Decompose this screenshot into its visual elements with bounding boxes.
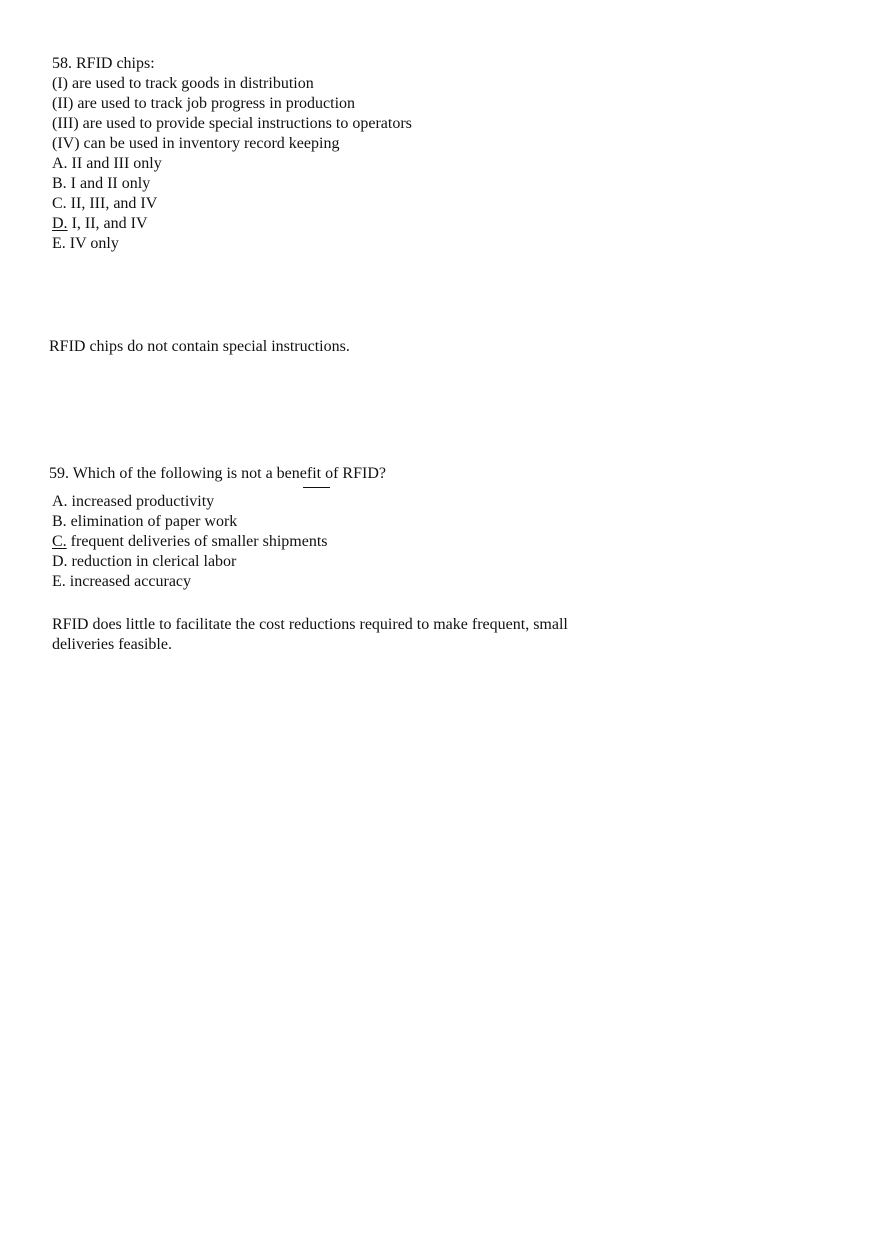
- option-d-correct: [52, 214, 148, 234]
- option-b: B. I and II only: [52, 175, 151, 192]
- option-c-text: frequent deliveries of smaller shipments: [66, 533, 328, 550]
- question-58-stem: 58. RFID chips:: [52, 55, 155, 72]
- statement-iv: (IV) can be used in inventory record keeping: [52, 135, 340, 152]
- correct-answer-letter: D.: [52, 215, 68, 232]
- option-d: D. reduction in clerical labor: [52, 553, 237, 570]
- statement-ii: (II) are used to track job progress in production: [52, 95, 356, 112]
- question-59-stem: 59. Which of the following is not a benefit of RFID?: [49, 465, 386, 482]
- option-a: A. increased productivity: [52, 493, 215, 510]
- question-58-explanation: RFID chips do not contain special instructions.: [49, 338, 350, 355]
- option-c-correct: [52, 532, 327, 552]
- question-59-explanation-line-2: deliveries feasible.: [52, 636, 172, 653]
- question-59-explanation-line-1: RFID does little to facilitate the cost reductions required to make frequent, small: [52, 616, 568, 633]
- option-e: E. increased accuracy: [52, 573, 192, 590]
- option-b: B. elimination of paper work: [52, 513, 238, 530]
- option-e: E. IV only: [52, 235, 119, 252]
- statement-iii: (III) are used to provide special instructions to operators: [52, 115, 412, 132]
- option-a: A. II and III only: [52, 155, 162, 172]
- underline-mark: [303, 487, 330, 488]
- option-d-text: I, II, and IV: [67, 215, 148, 232]
- statement-i: (I) are used to track goods in distribution: [52, 75, 314, 92]
- correct-answer-letter: C.: [52, 533, 67, 550]
- option-c: C. II, III, and IV: [52, 195, 158, 212]
